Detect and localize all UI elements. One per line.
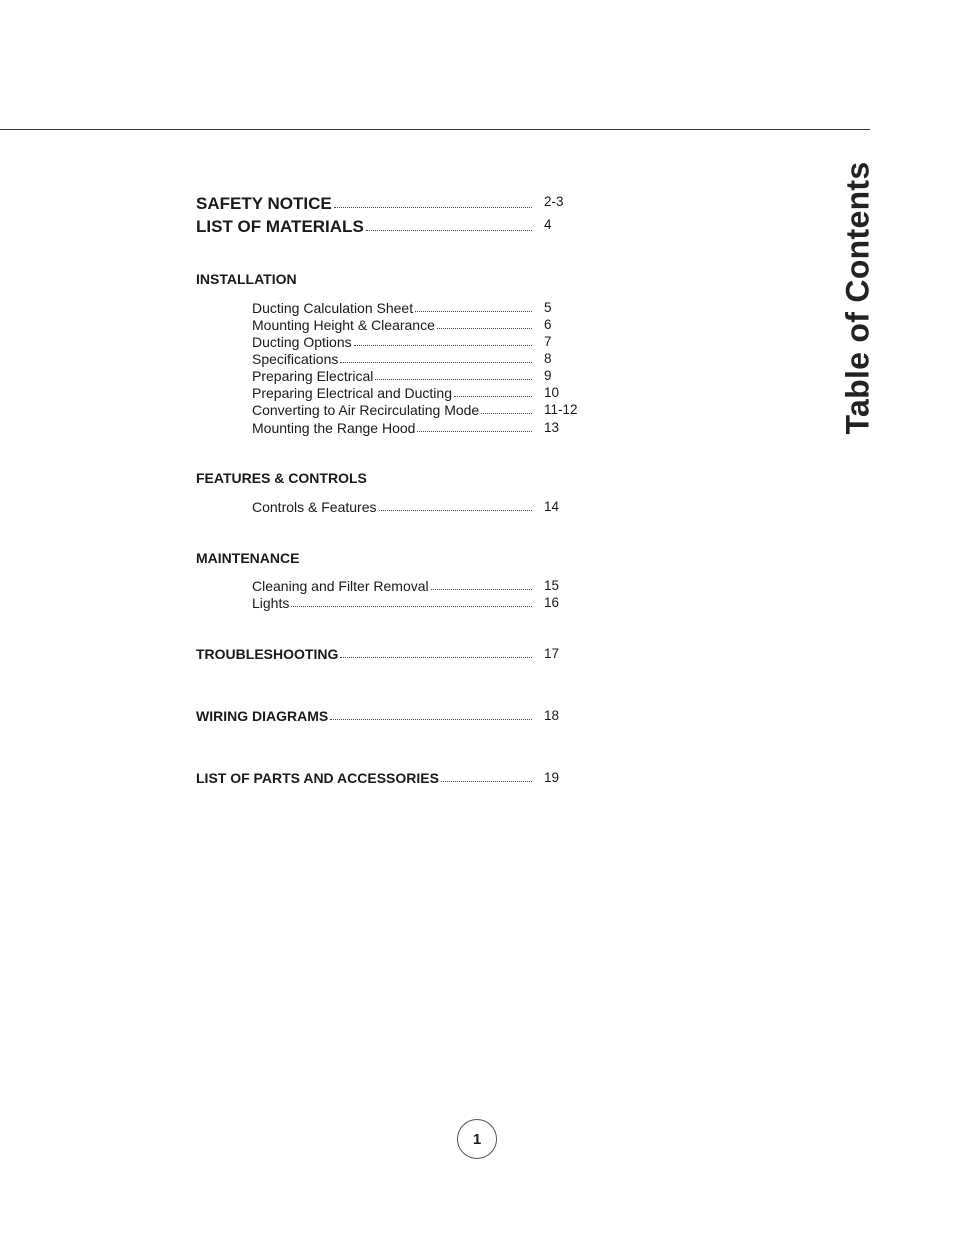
toc-entry-label: Ducting Options [252, 334, 352, 350]
toc-entry-label: WIRING DIAGRAMS [196, 708, 329, 724]
toc-entry-list-of-parts[interactable] [196, 770, 560, 786]
toc-entry-label: Ducting Calculation Sheet [252, 300, 414, 316]
toc-entry[interactable] [252, 368, 552, 384]
dot-leader [334, 207, 532, 208]
page-title: Table of Contents [839, 161, 876, 435]
toc-entry-page: 5 [544, 300, 552, 315]
toc-entry-page: 2-3 [544, 194, 564, 209]
toc-entry-label: LIST OF MATERIALS [196, 217, 364, 236]
dot-leader [354, 345, 532, 346]
dot-leader [441, 781, 532, 782]
page-number-badge [457, 1119, 497, 1159]
toc-entry[interactable] [252, 578, 560, 594]
toc-entry-page: 18 [544, 708, 560, 723]
toc-entry-page: 8 [544, 351, 552, 366]
toc-entry-troubleshooting[interactable] [196, 646, 560, 662]
toc-entry[interactable] [252, 595, 560, 611]
toc-entry-label: Preparing Electrical [252, 368, 374, 384]
toc-entry[interactable] [252, 402, 578, 418]
toc-entry-page: 16 [544, 595, 560, 610]
toc-entry-label: Preparing Electrical and Ducting [252, 385, 452, 401]
toc-entry-page: 19 [544, 770, 560, 785]
toc-entry-label: LIST OF PARTS AND ACCESSORIES [196, 770, 439, 786]
toc-entry-label: Lights [252, 595, 290, 611]
dot-leader [340, 657, 532, 658]
toc-entry-label: TROUBLESHOOTING [196, 646, 339, 662]
toc-entry-safety-notice[interactable] [196, 194, 564, 214]
dot-leader [454, 396, 532, 397]
dot-leader [366, 230, 532, 231]
dot-leader [340, 362, 532, 363]
toc-entry-label: Mounting the Range Hood [252, 420, 416, 436]
toc-entry-page: 7 [544, 334, 552, 349]
toc-entry[interactable] [252, 351, 552, 367]
toc-entry-label: Cleaning and Filter Removal [252, 578, 429, 594]
toc-entry-page: 10 [544, 385, 560, 400]
section-heading-features-controls: FEATURES & CONTROLS [196, 470, 367, 486]
toc-entry-label: SAFETY NOTICE [196, 194, 332, 213]
toc-entry[interactable] [252, 317, 552, 333]
toc-entry-page: 11-12 [544, 402, 578, 417]
dot-leader [431, 589, 532, 590]
toc-entry-list-of-materials[interactable] [196, 217, 552, 237]
dot-leader [481, 413, 532, 414]
dot-leader [379, 510, 533, 511]
dot-leader [437, 328, 532, 329]
dot-leader [417, 431, 532, 432]
toc-entry-label: Specifications [252, 351, 339, 367]
dot-leader [330, 719, 532, 720]
toc-entry-label: Converting to Air Recirculating Mode [252, 402, 480, 418]
toc-entry[interactable] [252, 300, 552, 316]
toc-entry-label: Controls & Features [252, 499, 377, 515]
dot-leader [415, 311, 532, 312]
toc-entry[interactable] [252, 499, 560, 515]
toc-entry-page: 17 [544, 646, 560, 661]
toc-entry-wiring-diagrams[interactable] [196, 708, 560, 724]
toc-entry[interactable] [252, 420, 560, 436]
dot-leader [291, 606, 532, 607]
toc-entry-page: 6 [544, 317, 552, 332]
section-heading-installation: INSTALLATION [196, 271, 297, 287]
toc-entry[interactable] [252, 334, 552, 350]
toc-entry-page: 4 [544, 217, 552, 232]
toc-entry-page: 9 [544, 368, 552, 383]
toc-entry-page: 15 [544, 578, 560, 593]
page-number: 1 [472, 1130, 482, 1148]
toc-entry[interactable] [252, 385, 560, 401]
section-heading-maintenance: MAINTENANCE [196, 550, 300, 566]
toc-entry-label: Mounting Height & Clearance [252, 317, 435, 333]
toc-entry-page: 14 [544, 499, 560, 514]
toc-entry-page: 13 [544, 420, 560, 435]
dot-leader [375, 379, 532, 380]
